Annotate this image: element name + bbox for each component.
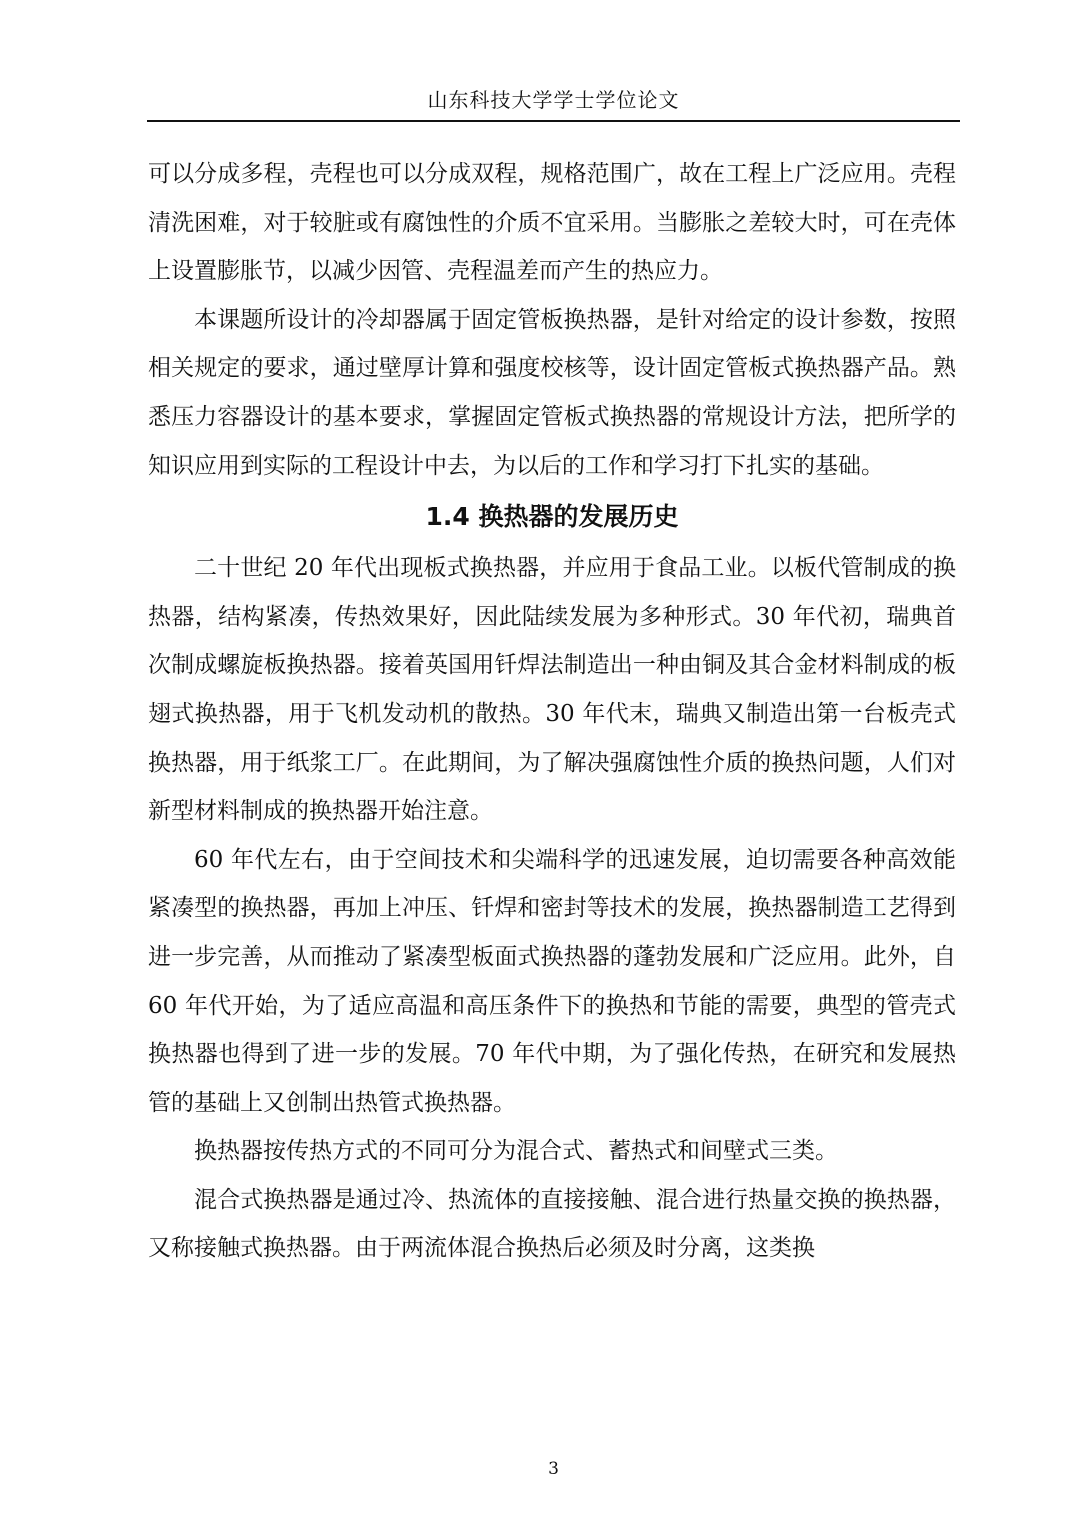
paragraph: 混合式换热器是通过冷、热流体的直接接触、混合进行热量交换的换热器，又称接触式换热器。由于两流体混合换热后必须及时分离，这类换: [148, 1186, 956, 1262]
body-text: [148, 150, 956, 1273]
paragraph: 二十世纪 20 年代出现板式换热器，并应用于食品工业。以板代管制成的换热器，结构紧凑，传热效果好，因此陆续发展为多种形式。30 年代初，瑞典首次制成螺旋板换热器。接着英国用钎焊法制造出一种由铜及其合金材料制成的板翅式换热器，用于飞机发动机的散热。30 年代末，瑞典又制造出第一台板壳式换热器，用于纸浆工厂。在此期间，为了解决强腐蚀性介质的换热问题，人们对新型材料制成的换热器开始注意。: [148, 555, 956, 825]
paragraph: 换热器按传热方式的不同可分为混合式、蓄热式和间壁式三类。: [194, 1138, 838, 1165]
page-number: 3: [548, 1459, 559, 1479]
header-rule: [147, 120, 960, 122]
paragraph: 60 年代左右，由于空间技术和尖端科学的迅速发展，迫切需要各种高效能紧凑型的换热器，再加上冲压、钎焊和密封等技术的发展，换热器制造工艺得到进一步完善，从而推动了紧凑型板面式换热器的蓬勃发展和广泛应用。此外，自 60 年代开始，为了适应高温和高压条件下的换热和节能的需要，典型的管壳式换热器也得到了进一步的发展。70 年代中期，为了强化传热，在研究和发展热管的基础上又创制出热管式换热器。: [148, 846, 956, 1116]
running-header: 山东科技大学学士学位论文: [427, 88, 680, 112]
section-heading: 1.4 换热器的发展历史: [425, 502, 679, 532]
paragraph-continued: 可以分成多程，壳程也可以分成双程，规格范围广，故在工程上广泛应用。壳程清洗困难，对于较脏或有腐蚀性的介质不宜采用。当膨胀之差较大时，可在壳体上设置膨胀节，以减少因管、壳程温差而产生的热应力。: [148, 161, 956, 285]
paragraph: 本课题所设计的冷却器属于固定管板换热器，是针对给定的设计参数，按照相关规定的要求，通过壁厚计算和强度校核等，设计固定管板式换热器产品。熟悉压力容器设计的基本要求，掌握固定管板式换热器的常规设计方法，把所学的知识应用到实际的工程设计中去，为以后的工作和学习打下扎实的基础。: [148, 306, 956, 479]
